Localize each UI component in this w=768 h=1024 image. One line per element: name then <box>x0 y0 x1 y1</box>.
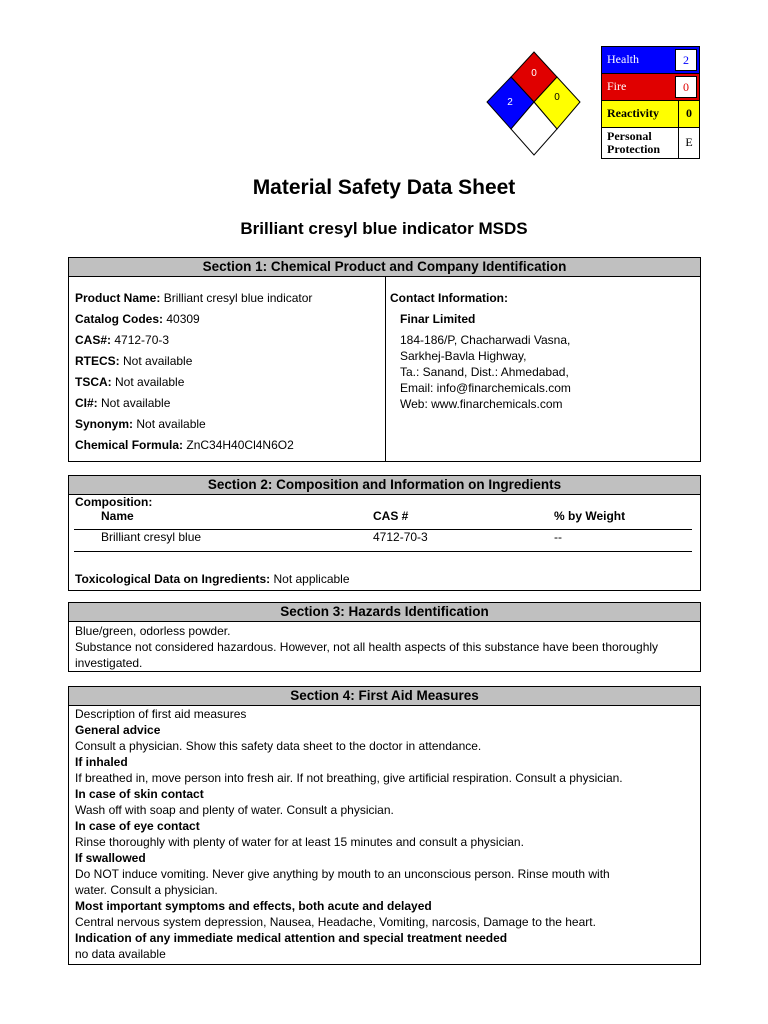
field-rtecs <box>75 354 192 368</box>
ingredient-name: Brilliant cresyl blue <box>101 530 202 544</box>
section-4-body <box>69 706 700 962</box>
hmis-personal-protection-row <box>602 128 699 158</box>
document-subtitle: Brilliant cresyl blue indicator MSDS <box>240 219 528 238</box>
hazard-line: Substance not considered hazardous. However, not all health aspects of this substance have been thoroughly <box>75 640 659 654</box>
first-aid-subheading: If inhaled <box>75 755 128 769</box>
field-label: Catalog Codes: <box>75 312 164 326</box>
field-value: Not available <box>97 396 171 410</box>
field-value: Not available <box>111 375 185 389</box>
field-catalog-codes <box>75 312 200 326</box>
field-label: CI#: <box>75 396 98 410</box>
nfpa-reactivity-value: 0 <box>554 92 560 103</box>
section-3-body <box>69 623 700 671</box>
section-4-heading: Section 4: First Aid Measures <box>69 687 700 706</box>
table-bottom-rule <box>74 551 692 552</box>
first-aid-text: Consult a physician. Show this safety data sheet to the doctor in attendance. <box>75 739 482 753</box>
column-header-cas: CAS # <box>373 509 409 523</box>
contact-heading: Contact Information: <box>390 291 508 305</box>
section-3-heading: Section 3: Hazards Identification <box>69 603 700 622</box>
toxicological-data <box>75 572 350 586</box>
first-aid-text: water. Consult a physician. <box>75 883 218 897</box>
first-aid-subheading: In case of skin contact <box>75 787 204 801</box>
field-label: Product Name: <box>75 291 161 305</box>
first-aid-text: Do NOT induce vomiting. Never give anything by mouth to an unconscious person. Rinse mouth with <box>75 867 610 881</box>
hmis-fire-row <box>602 74 699 101</box>
field-cas <box>75 333 169 347</box>
field-tsca <box>75 375 184 389</box>
composition-label: Composition: <box>75 495 153 509</box>
first-aid-subheading: Most important symptoms and effects, both acute and delayed <box>75 899 432 913</box>
first-aid-subheading: General advice <box>75 723 161 737</box>
hmis-label <box>601 46 700 159</box>
document-title: Material Safety Data Sheet <box>252 176 516 199</box>
first-aid-subheading: If swallowed <box>75 851 146 865</box>
first-aid-text: Wash off with soap and plenty of water. Consult a physician. <box>75 803 394 817</box>
hazard-line: Blue/green, odorless powder. <box>75 624 231 638</box>
field-label: RTECS: <box>75 354 120 368</box>
hmis-pp-line1: Personal <box>607 129 652 143</box>
tox-label: Toxicological Data on Ingredients: <box>75 572 271 586</box>
field-value: 40309 <box>163 312 200 326</box>
first-aid-text: no data available <box>75 947 166 961</box>
field-value: Not available <box>119 354 193 368</box>
tox-value: Not applicable <box>270 572 350 586</box>
hmis-health-row <box>602 47 699 74</box>
first-aid-text: Rinse thoroughly with plenty of water for at least 15 minutes and consult a physician. <box>75 835 524 849</box>
address-line: 184-186/P, Chacharwadi Vasna, <box>400 333 571 347</box>
contact-information <box>386 277 700 461</box>
hmis-reactivity-label: Reactivity <box>607 106 659 120</box>
hmis-pp-line2: Protection <box>607 142 661 156</box>
first-aid-text: If breathed in, move person into fresh air. If not breathing, give artificial respiration. Consult a physician. <box>75 771 623 785</box>
hmis-personal-protection-label <box>602 128 678 158</box>
hmis-reactivity-row <box>602 101 699 128</box>
hmis-health-value: 2 <box>675 49 697 71</box>
field-label: TSCA: <box>75 375 112 389</box>
section-2-heading: Section 2: Composition and Information on Ingredients <box>69 476 700 495</box>
contact-email: Email: info@finarchemicals.com <box>400 381 571 395</box>
nfpa-diamond <box>486 51 582 157</box>
first-aid-subheading: Indication of any immediate medical attention and special treatment needed <box>75 931 508 945</box>
hmis-fire-label: Fire <box>607 79 627 93</box>
field-label: Chemical Formula: <box>75 438 184 452</box>
contact-web: Web: www.finarchemicals.com <box>400 397 563 411</box>
first-aid-text: Description of first aid measures <box>75 707 247 721</box>
field-value: Brilliant cresyl blue indicator <box>160 291 313 305</box>
field-value: Not available <box>133 417 206 431</box>
ingredient-cas: 4712-70-3 <box>373 530 428 544</box>
address-line: Ta.: Sanand, Dist.: Ahmedabad, <box>400 365 569 379</box>
field-chemical-formula <box>75 438 294 452</box>
field-label: Synonym: <box>75 417 134 431</box>
field-ci <box>75 396 170 410</box>
section-2 <box>68 475 701 591</box>
hazard-line: investigated. <box>75 656 143 670</box>
section-1 <box>68 257 701 462</box>
ingredient-weight: -- <box>554 530 562 544</box>
field-value: ZnC34H40Cl4N6O2 <box>183 438 294 452</box>
product-identification <box>69 277 386 461</box>
company-name: Finar Limited <box>400 312 476 326</box>
hmis-personal-protection-value: E <box>678 128 699 158</box>
field-label: CAS#: <box>75 333 112 347</box>
section-1-heading: Section 1: Chemical Product and Company Identification <box>69 258 700 277</box>
field-synonym <box>75 417 206 431</box>
address-line: Sarkhej-Bavla Highway, <box>400 349 527 363</box>
first-aid-text: Central nervous system depression, Nausea, Headache, Vomiting, narcosis, Damage to the heart. <box>75 915 596 929</box>
nfpa-health-value: 2 <box>507 97 513 108</box>
column-header-weight: % by Weight <box>554 509 626 523</box>
hmis-health-label: Health <box>607 52 639 66</box>
section-3 <box>68 602 701 672</box>
field-value: 4712-70-3 <box>111 333 170 347</box>
column-header-name: Name <box>101 509 134 523</box>
field-product-name <box>75 291 312 305</box>
hmis-fire-value: 0 <box>675 76 697 98</box>
first-aid-subheading: In case of eye contact <box>75 819 200 833</box>
hmis-reactivity-value: 0 <box>678 101 699 127</box>
section-4 <box>68 686 701 965</box>
nfpa-fire-value: 0 <box>531 68 537 79</box>
